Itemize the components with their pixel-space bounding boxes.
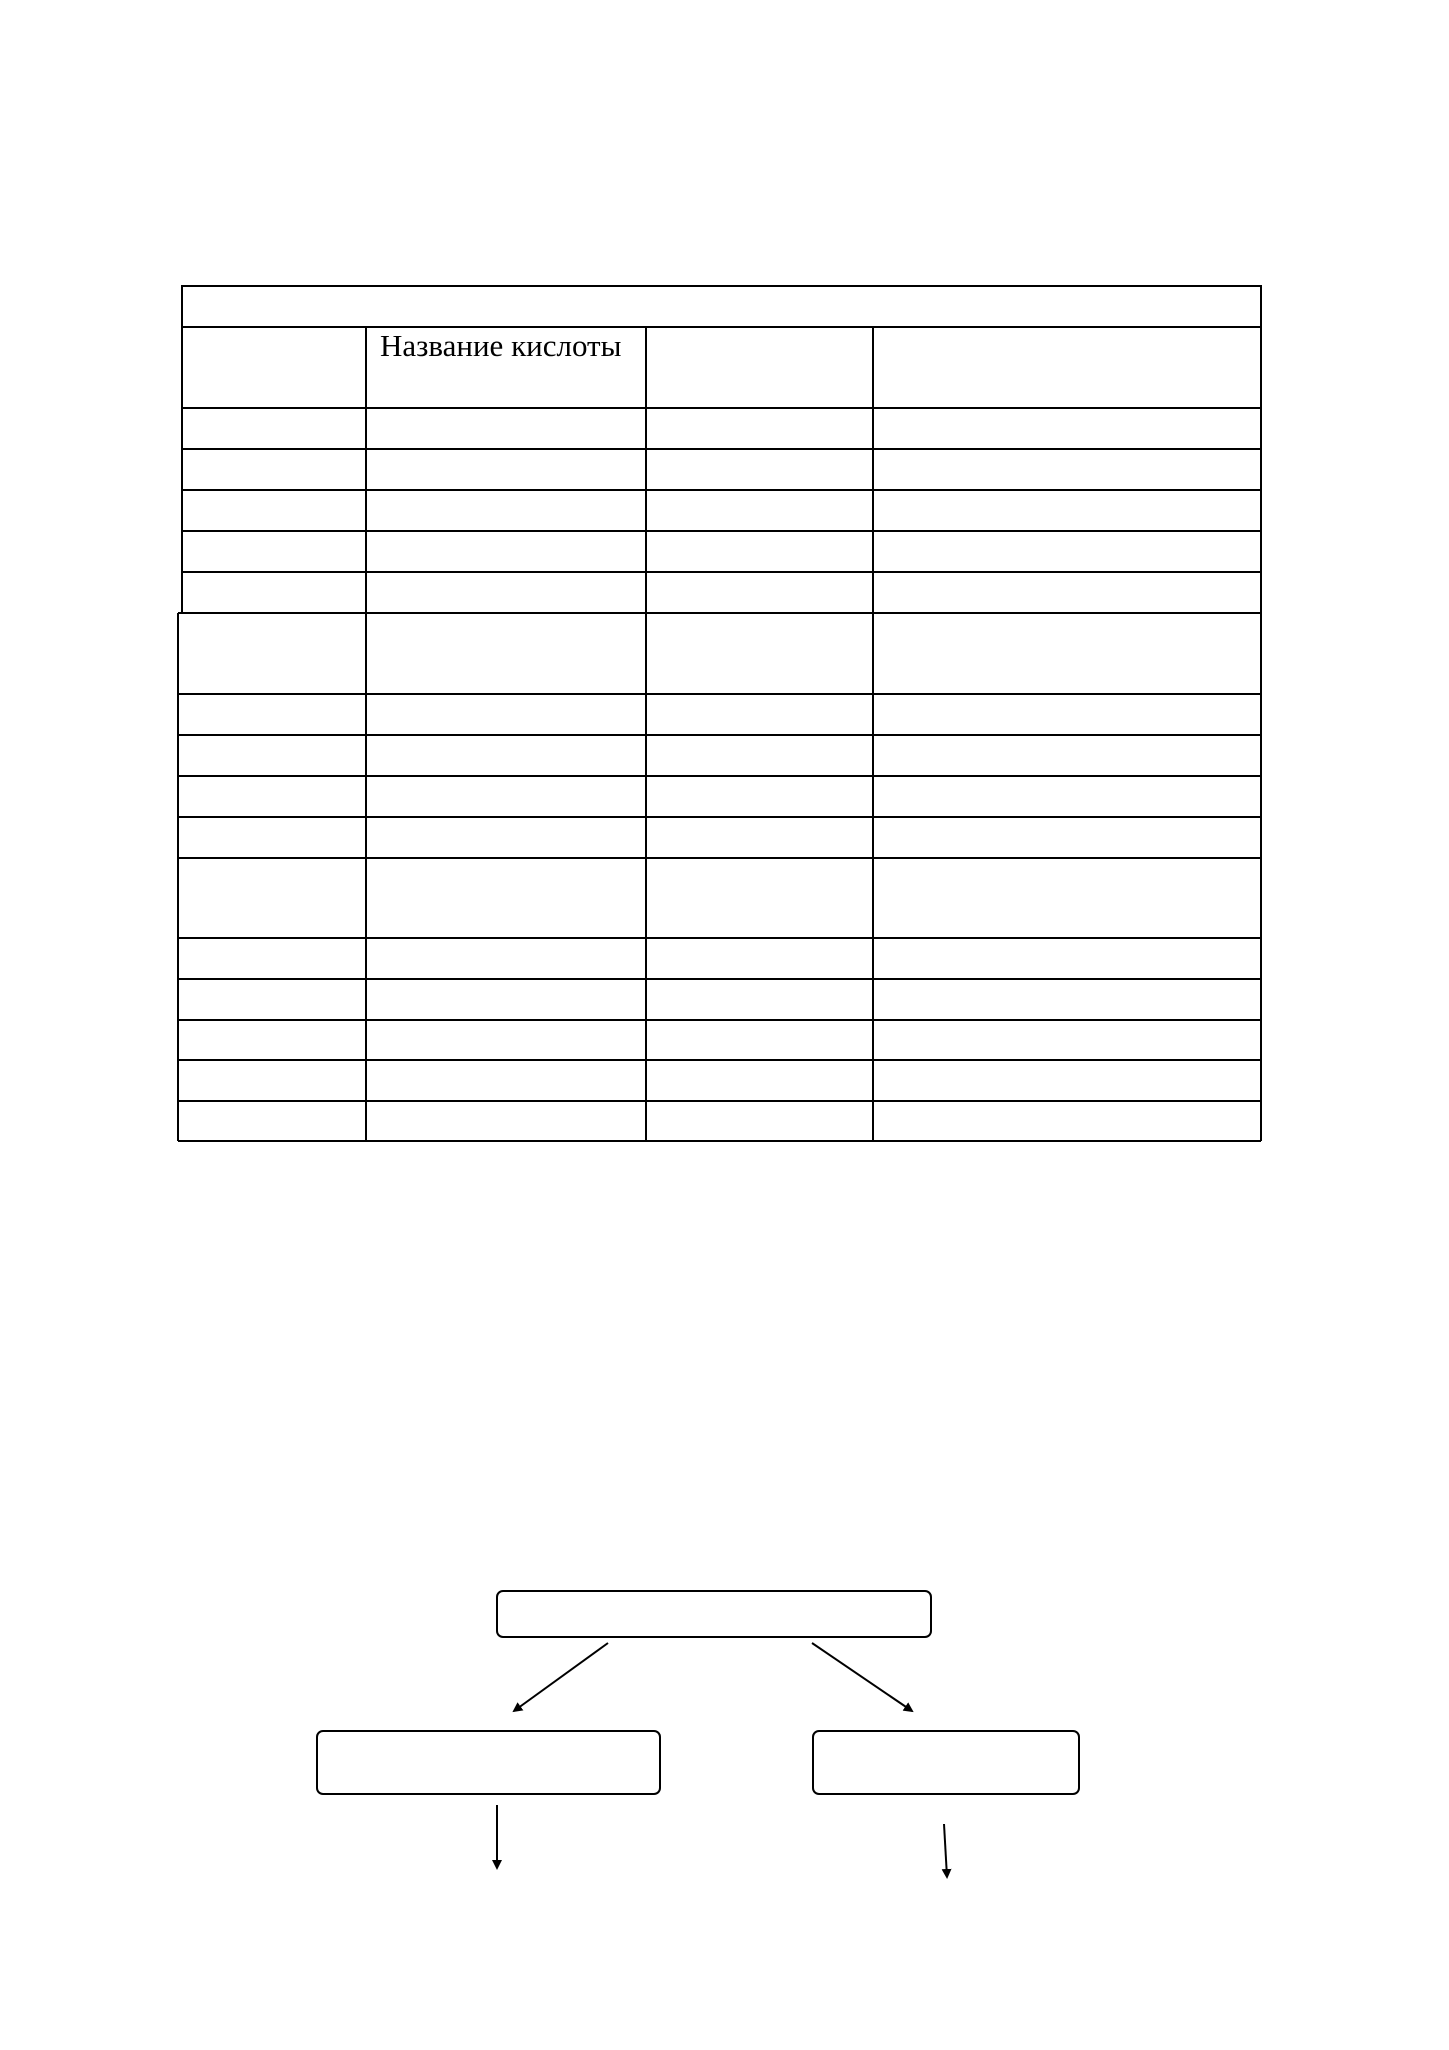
arrow-down-right (944, 1824, 947, 1877)
diagram-left-box (317, 1731, 660, 1794)
diagram-right-box (813, 1731, 1079, 1794)
acid-name-header: Название кислоты (380, 328, 622, 363)
diagram-top-box (497, 1591, 931, 1637)
arrow-to-right-box (812, 1643, 912, 1711)
arrow-to-left-box (514, 1643, 608, 1711)
